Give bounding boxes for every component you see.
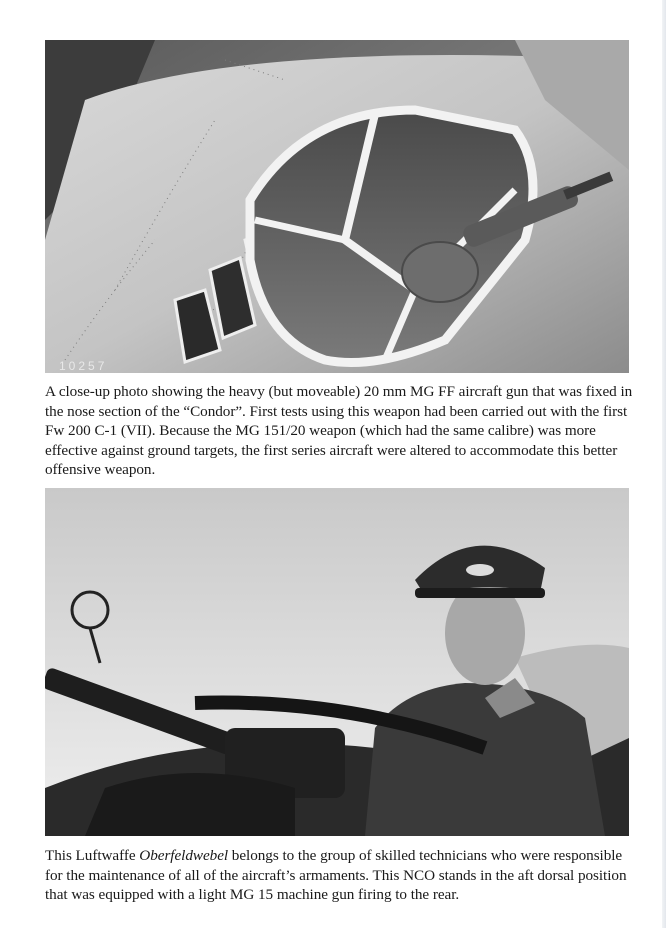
photo-nco-dorsal-position — [45, 488, 629, 836]
caption2-text-after: belongs to the group of skilled technicians who were responsible for the maintenance of all of the aircraft’s armaments. This NCO stands in the aft dorsal position that was equipped with a light MG 15 machine gun firing to the rear. — [45, 847, 627, 904]
page-edge — [662, 0, 666, 928]
nco-illustration — [45, 488, 629, 836]
caption2-rank-italic: Oberfeldwebel — [139, 847, 229, 864]
caption-nco — [45, 846, 635, 905]
photo-nose-gun — [45, 40, 629, 373]
photo-serial-mark: 10257 — [59, 359, 108, 373]
caption2-text-before: This Luftwaffe — [45, 847, 140, 864]
nose-gun-illustration — [45, 40, 629, 373]
caption-nose-gun: A close-up photo showing the heavy (but moveable) 20 mm MG FF aircraft gun that was fixed in the nose section of the “Condor”. First tests using this weapon had been carried out with the first Fw 200 C-1 (VII). Because the MG 151/20 weapon (which had the same calibre) was more effective against ground targets, the first series aircraft were altered to accommodate this better offensive weapon. — [45, 383, 633, 479]
